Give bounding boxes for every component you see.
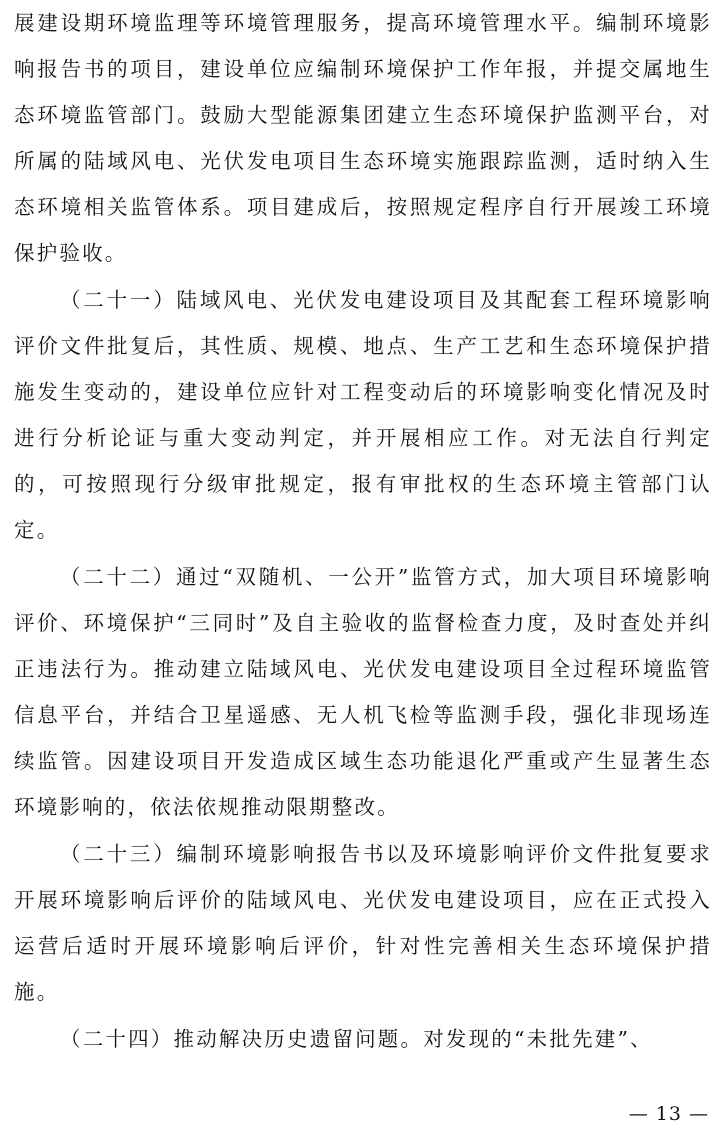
paragraph-continuation: 展建设期环境监理等环境管理服务，提高环境管理水平。编制环境影响报告书的项目，建设单位应编制环境保护工作年报，并提交属地生态环境监管部门。鼓励大型能源集团建立生态环境保护监测平台，对所属的陆域风电、光伏发电项目生态环境实施跟踪监测，适时纳入生态环境相关监管体系。项目建成后，按照规定程序自行开展竣工环境保护验收。 <box>14 11 712 265</box>
document-body <box>14 0 712 1062</box>
paragraph-item-21: （二十一）陆域风电、光伏发电建设项目及其配套工程环境影响评价文件批复后，其性质、规模、地点、生产工艺和生态环境保护措施发生变动的，建设单位应针对工程变动后的环境影响变化情况及时进行分析论证与重大变动判定，并开展相应工作。对无法自行判定的，可按照现行分级审批规定，报有审批权的生态环境主管部门认定。 <box>14 288 712 542</box>
paragraph-item-23: （二十三）编制环境影响报告书以及环境影响评价文件批复要求开展环境影响后评价的陆域风电、光伏发电建设项目，应在正式投入运营后适时开展环境影响后评价，针对性完善相关生态环境保护措施。 <box>14 842 712 1004</box>
page-number: — 13 — <box>628 1103 709 1125</box>
paragraph-item-24: （二十四）推动解决历史遗留问题。对发现的“未批先建”、 <box>60 1027 653 1051</box>
paragraph-item-22: （二十二）通过“双随机、一公开”监管方式，加大项目环境影响评价、环境保护“三同时”及自主验收的监督检查力度，及时查处并纠正违法行为。推动建立陆域风电、光伏发电建设项目全过程环境监管信息平台，并结合卫星遥感、无人机飞检等监测手段，强化非现场连续监管。因建设项目开发造成区域生态功能退化严重或产生显著生态环境影响的，依法依规推动限期整改。 <box>14 565 712 819</box>
